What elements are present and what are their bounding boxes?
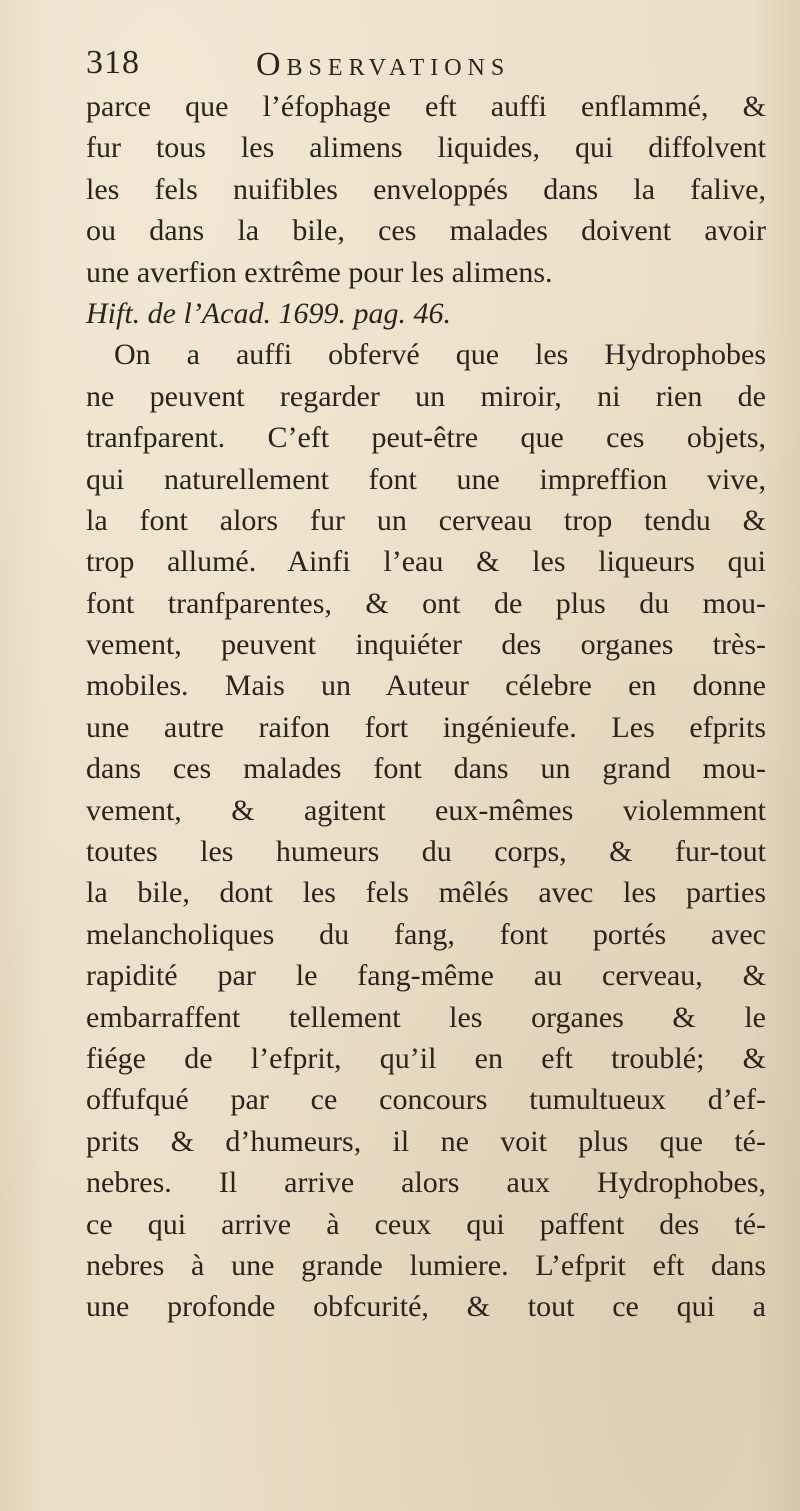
text-line: qui naturellement font une impreffion vive,: [86, 462, 766, 496]
text-line: la bile, dont les fels mêlés avec les parties: [86, 876, 766, 910]
text-line: melancholiques du fang, font portés avec: [86, 917, 766, 951]
text-line: fiége de l’efprit, qu’il en eft troublé; &: [86, 1041, 766, 1075]
page-number: 318: [86, 44, 140, 81]
text-line: une profonde obfcurité, & tout ce qui a: [86, 1290, 766, 1324]
text-line: trop allumé. Ainfi l’eau & les liqueurs qui: [86, 545, 766, 579]
text-line: On a auffi obfervé que les Hydrophobes: [114, 338, 766, 372]
text-line: dans ces malades font dans un grand mou-: [86, 752, 766, 786]
text-line: offufqué par ce concours tumultueux d’ef-: [86, 1083, 766, 1117]
text-line: rapidité par le fang-même au cerveau, &: [86, 959, 766, 993]
text-line: ce qui arrive à ceux qui paffent des té-: [86, 1207, 766, 1241]
text-line: toutes les humeurs du corps, & fur-tout: [86, 835, 766, 869]
text-line: tranfparent. C’eft peut-être que ces objets,: [86, 421, 766, 455]
text-line: vement, & agitent eux-mêmes violemment: [86, 793, 766, 827]
text-line: ne peuvent regarder un miroir, ni rien de: [86, 379, 766, 413]
text-line: prits & d’humeurs, il ne voit plus que té-: [86, 1124, 766, 1158]
text-line: vement, peuvent inquiéter des organes très-: [86, 628, 766, 662]
text-line: mobiles. Mais un Auteur célebre en donne: [86, 669, 766, 703]
text-line: nebres à une grande lumiere. L’efprit eft dans: [86, 1248, 766, 1282]
text-line: les fels nuifibles enveloppés dans la falive,: [86, 172, 766, 206]
text-line: la font alors fur un cerveau trop tendu &: [86, 503, 766, 537]
citation-line: Hift. de l’Acad. 1699. pag. 46.: [86, 296, 451, 330]
text-line: une averfion extrême pour les alimens.: [86, 255, 553, 289]
text-line: parce que l’éfophage eft auffi enflammé, &: [86, 90, 766, 123]
body-text: [86, 86, 766, 1328]
text-line: ou dans la bile, ces malades doivent avoir: [86, 214, 766, 248]
text-line: embarraffent tellement les organes & le: [86, 1000, 766, 1034]
page-header: [86, 42, 726, 92]
running-title: Observations: [256, 46, 511, 83]
text-line: nebres. Il arrive alors aux Hydrophobes,: [86, 1166, 766, 1200]
text-line: font tranfparentes, & ont de plus du mou-: [86, 586, 766, 620]
text-line: une autre raifon fort ingénieufe. Les efprits: [86, 710, 766, 744]
text-line: fur tous les alimens liquides, qui diffolvent: [86, 131, 766, 165]
